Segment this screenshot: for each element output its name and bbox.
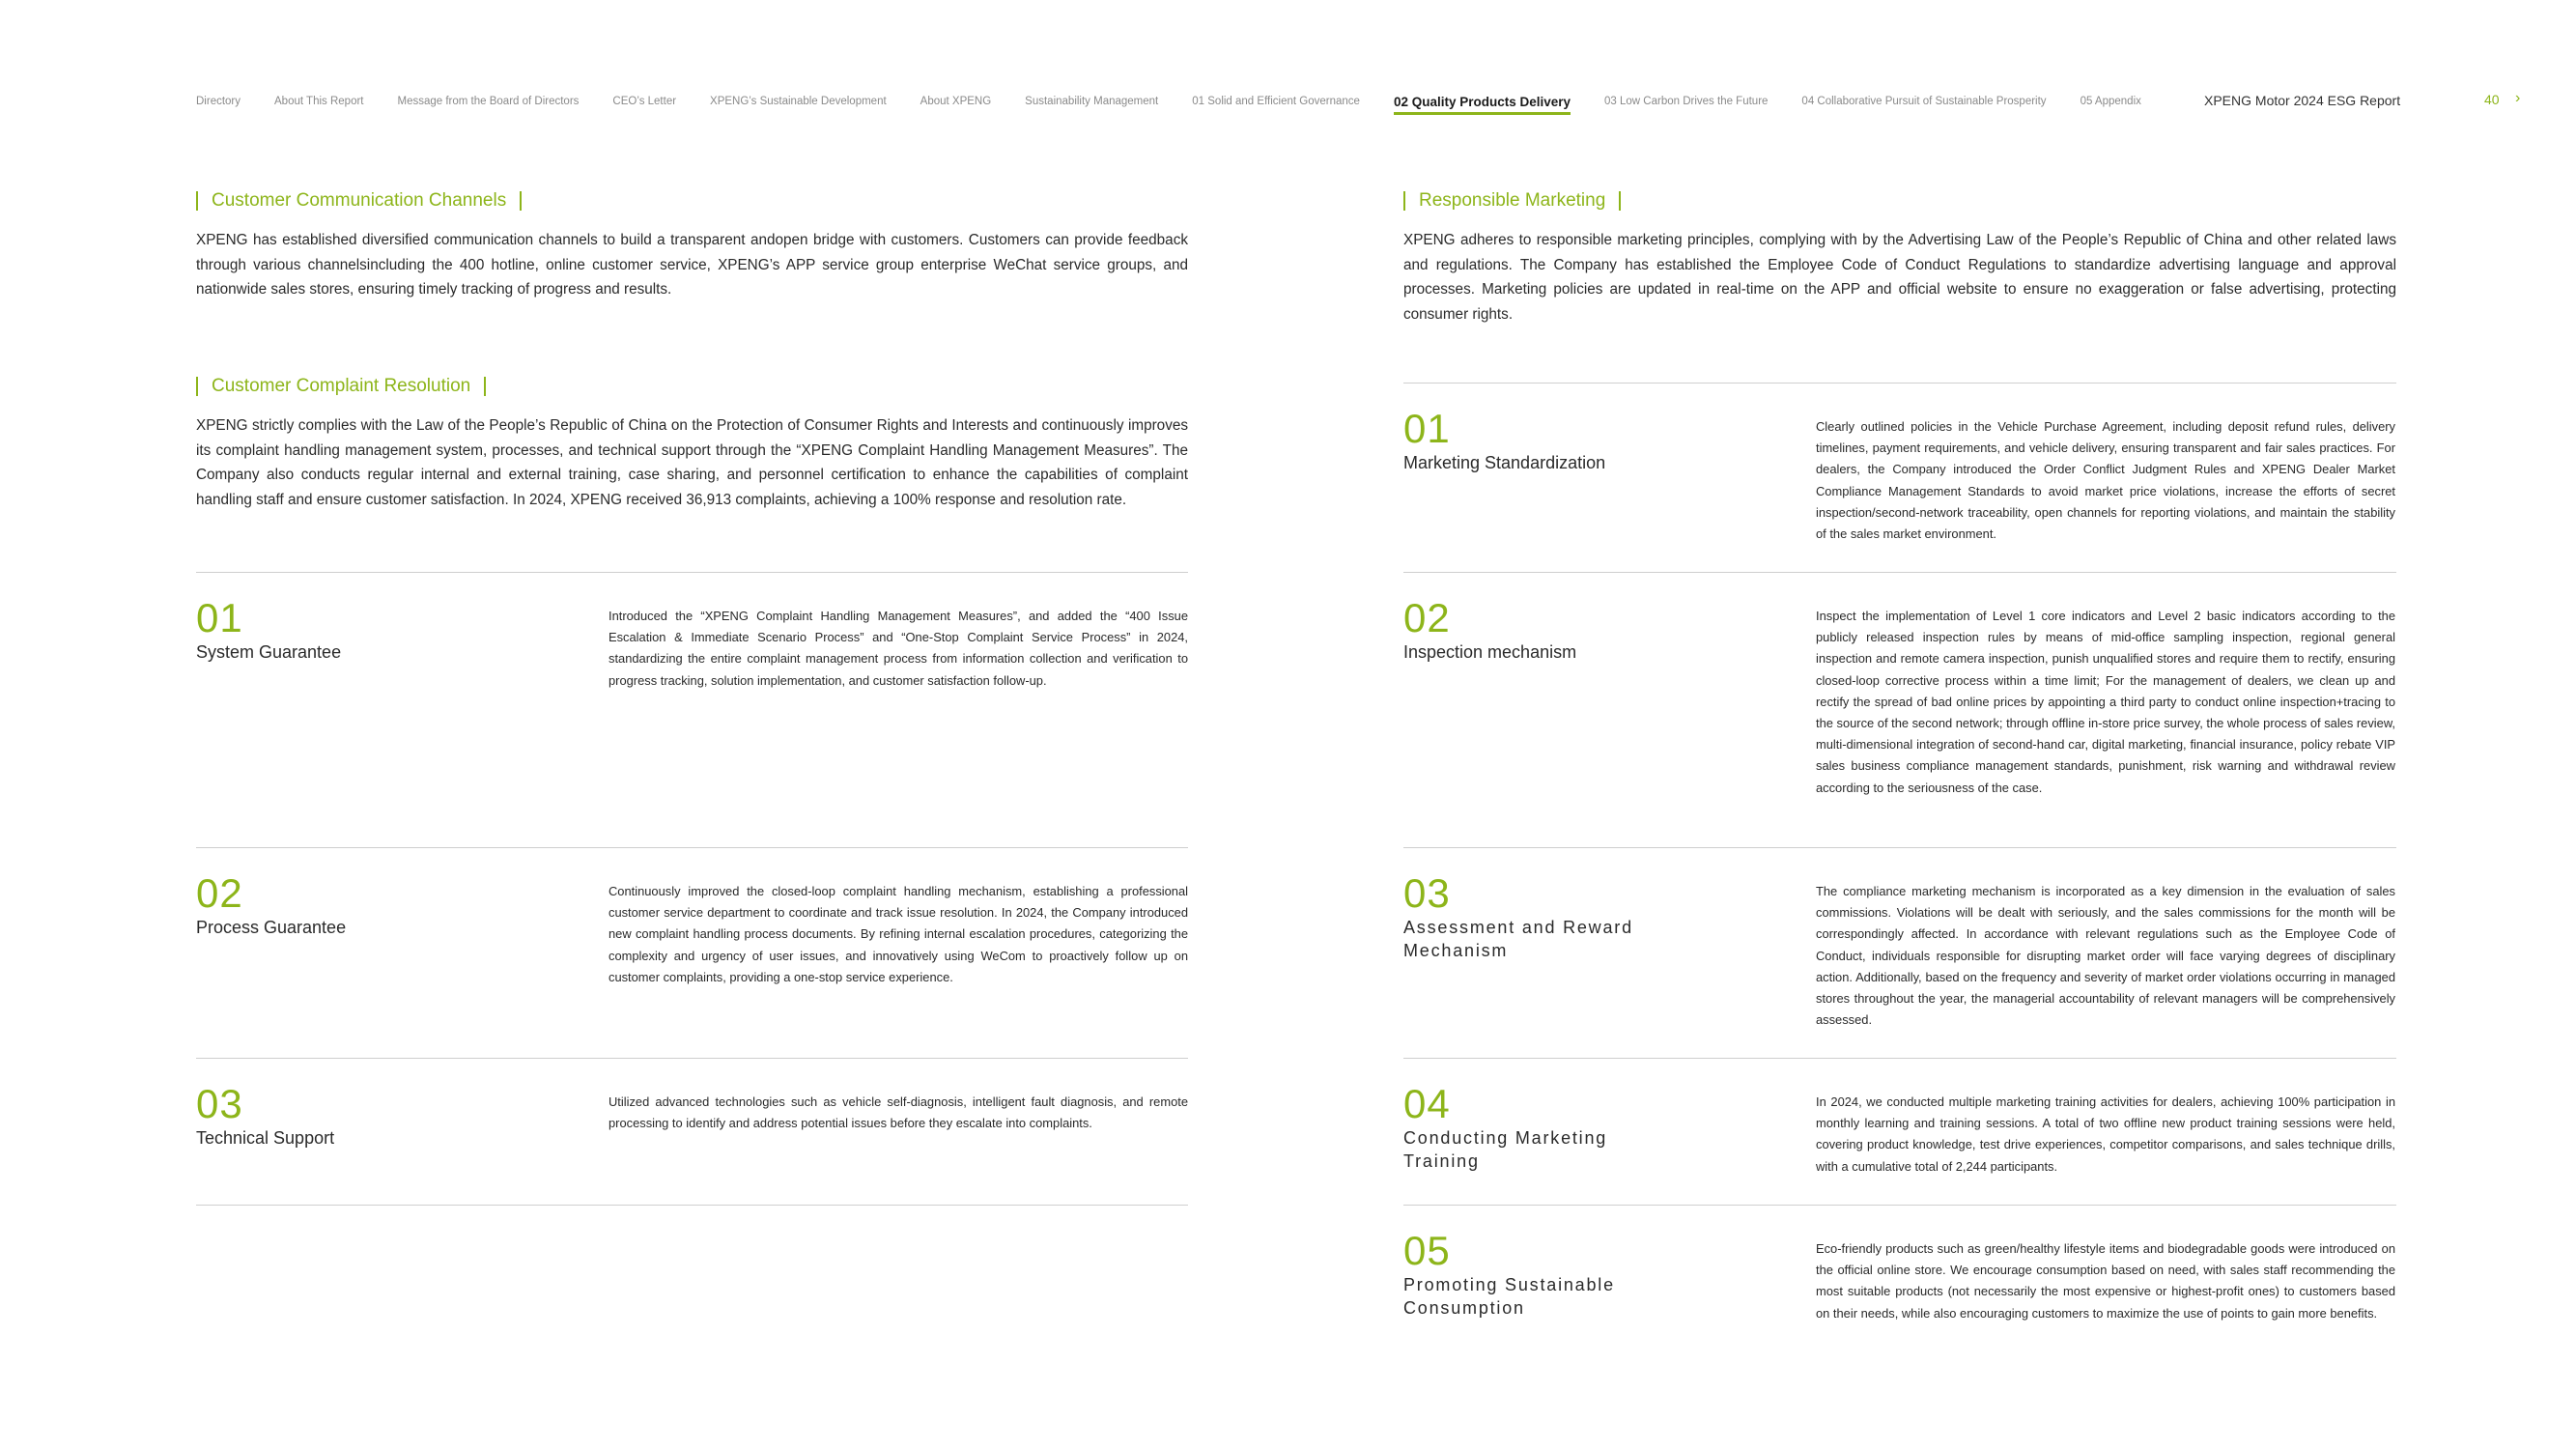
item-description: Introduced the “XPENG Complaint Handling Management Measures”, and added the “400 Issue Escalation & Immediate Scenario Process” and “One-Stop Complaint Service Process” in 2024, standardizing the entire complaint management process from information collection and verification to progress tracking, solution implementation, and customer satisfaction follow-up. [609,609,1188,688]
nav-item-ceo-letter[interactable]: CEO’s Letter [612,96,677,107]
nav-item-sustainable-development[interactable]: XPENG’s Sustainable Development [710,96,887,107]
item-label: Marketing Standardization [1403,453,1606,472]
customer-complaint-section [196,377,1188,512]
list-item [1403,1205,2396,1350]
item-number: 04 [1403,1081,1451,1126]
item-number: 02 [196,870,243,916]
item-label: Conducting Marketing Training [1403,1128,1608,1171]
nav-item-prosperity[interactable]: 04 Collaborative Pursuit of Sustainable Prosperity [1801,96,2047,107]
list-item [1403,847,2396,1059]
nav-item-sustainability-management[interactable]: Sustainability Management [1025,96,1159,107]
list-item [196,1058,1188,1206]
item-number: 02 [1403,595,1451,640]
nav-item-about-this-report[interactable]: About This Report [274,96,364,107]
item-description: Clearly outlined policies in the Vehicle Purchase Agreement, including deposit refund rules, delivery timelines, payment requirements, and vehicle delivery, ensuring transparent and fair sales practices. For dealers, the Company introduced the Order Conflict Judgment Rules and XPENG Dealer Market Compliance Management Standards to avoid market price violations, increase the efforts of secret inspection/second-network traceability, open channels for reporting violations, and maintain the stability of the sales market environment. [1816,419,2395,542]
report-title: XPENG Motor 2024 ESG Report [2204,93,2401,108]
chevron-right-icon[interactable]: › [2515,90,2521,106]
nav-item-board-message[interactable]: Message from the Board of Directors [397,96,580,107]
left-column [196,190,1188,1148]
item-label: Process Guarantee [196,918,347,937]
item-description: Inspect the implementation of Level 1 core indicators and Level 2 basic indicators according to the publicly released inspection rules by means of mid-office sampling inspection, regional general inspection and remote camera inspection, punish unqualified stores and require them to rectify, ensuring closed-loop corrective process within a time limit; For the management of dealers, we clean up and rectify the spread of bad online prices by appointing a third party to conduct online inspection+tracing to the source of the second network; through offline in-store price survey, the whole process of sales review, multi-dimensional integration of second-hand car, digital marketing, financial insurance, policy rebate VIP sales business compliance management standards, punishment, risk warning and withdrawal review according to the seriousness of the case. [1816,609,2395,795]
item-description: The compliance marketing mechanism is incorporated as a key dimension in the evaluation of sales commissions. Violations will be dealt with seriously, and the sales commissions for the month will be correspondingly affected. In accordance with relevant regulations such as the Employee Code of Conduct, individuals responsible for disrupting market order will face varying degrees of disciplinary action. Additionally, based on the frequency and severity of market order violations occurring in managed stores throughout the year, the managerial accountability of relevant managers will be comprehensively assessed. [1816,884,2395,1028]
page-number: 40 [2484,92,2500,107]
item-label: System Guarantee [196,642,342,662]
item-number: 01 [196,595,243,640]
divider [196,1205,1188,1206]
item-label: Promoting Sustainable Consumption [1403,1275,1615,1318]
section-title-complaint: Customer Complaint Resolution [196,377,486,396]
marketing-paragraph: XPENG adheres to responsible marketing principles, complying with by the Advertising Law of the People’s Republic of China and other related laws and regulations. The Company has established the Employee Code of Conduct Regulations to standardize advertising language and approval processes. Marketing policies are updated in real-time on the APP and official website to ensure no exaggeration or false advertising, protecting consumer rights. [1403,232,2396,323]
responsible-marketing-section [1403,191,2396,327]
nav-item-appendix[interactable]: 05 Appendix [2080,96,2141,107]
section-title-marketing: Responsible Marketing [1403,191,1621,211]
item-description: Utilized advanced technologies such as vehicle self-diagnosis, intelligent fault diagnosis, and remote processing to identify and address potential issues before they escalate into complaints. [609,1094,1188,1131]
item-label: Assessment and Reward Mechanism [1403,918,1633,960]
top-navigation [196,87,2534,116]
nav-item-quality-products[interactable]: 02 Quality Products Delivery [1393,94,1571,109]
complaint-paragraph: XPENG strictly complies with the Law of the People’s Republic of China on the Protection of Consumer Rights and Interests and continuously improves its complaint handling management system, processes, and technical support through the “XPENG Complaint Handling Management Measures”. The Company also conducts regular internal and external training, case sharing, and personnel certification to enhance the capabilities of complaint handling staff and ensure customer satisfaction. In 2024, XPENG received 36,913 complaints, achieving a 100% response and resolution rate. [196,417,1188,508]
item-label: Technical Support [196,1128,335,1148]
nav-item-directory[interactable]: Directory [196,96,241,107]
list-item [196,847,1188,1059]
list-item [196,572,1188,848]
nav-item-about-xpeng[interactable]: About XPENG [920,96,992,107]
item-description: Eco-friendly products such as green/healthy lifestyle items and biodegradable goods were introduced on the official online store. We encourage consumption based on need, with sales staff recommending the most suitable products (not necessarily the most expensive or highest-profit ones) to customers based on their needs, while also encouraging customers to maximize the use of points to gain more benefits. [1816,1241,2395,1321]
list-item [1403,383,2396,573]
nav-item-governance[interactable]: 01 Solid and Efficient Governance [1192,96,1360,107]
nav-item-low-carbon[interactable]: 03 Low Carbon Drives the Future [1604,96,1769,107]
item-number: 05 [1403,1228,1451,1273]
item-description: In 2024, we conducted multiple marketing training activities for dealers, achieving 100% participation in monthly learning and training sessions. A total of two offline new product training sessions were held, covering product knowledge, test drive experiences, competitor comparisons, and sales technique drills, with a cumulative total of 2,244 participants. [1816,1094,2395,1174]
customer-communication-section [196,191,1188,302]
item-number: 01 [1403,406,1451,451]
list-item [1403,572,2396,848]
item-number: 03 [1403,870,1451,916]
item-description: Continuously improved the closed-loop complaint handling mechanism, establishing a professional customer service department to coordinate and track issue resolution. In 2024, the Company introduced new complaint handling process documents. By refining internal escalation procedures, categorizing the complexity and urgency of user issues, and innovatively using WeCom to proactively follow up on customer complaints, providing a one-stop service experience. [609,884,1188,984]
section-title-communication: Customer Communication Channels [196,191,522,211]
list-item [1403,1058,2396,1206]
right-column [1403,190,2396,1321]
item-number: 03 [196,1081,243,1126]
communication-paragraph: XPENG has established diversified communication channels to build a transparent andopen bridge with customers. Customers can provide feedback through various channelsincluding the 400 hotline, online customer service, XPENG’s APP service group enterprise WeChat service groups, and nationwide sales stores, ensuring timely tracking of progress and results. [196,232,1188,298]
item-label: Inspection mechanism [1403,642,1577,662]
